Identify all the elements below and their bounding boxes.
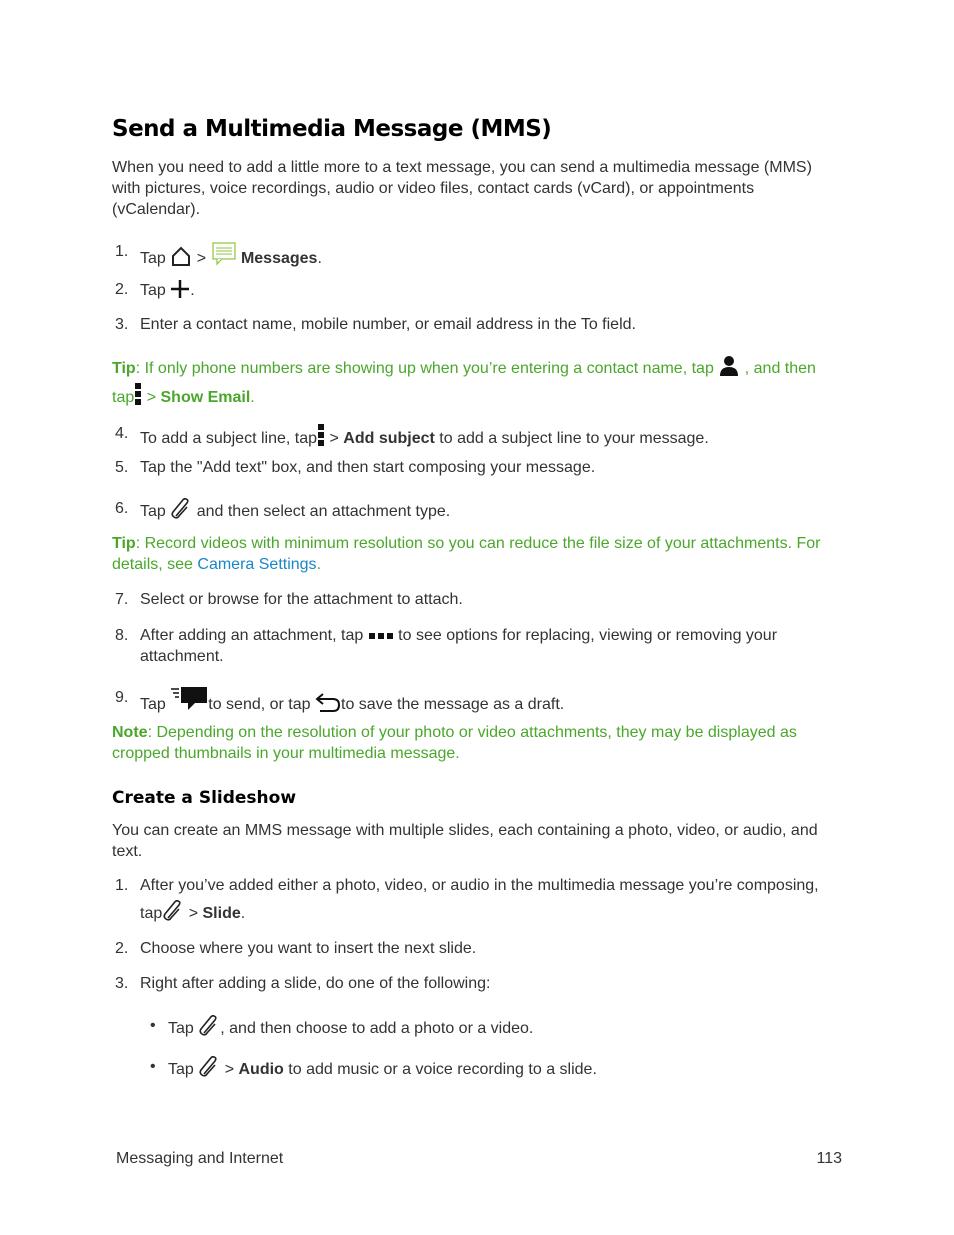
person-icon (718, 355, 740, 377)
undo-draft-icon (315, 691, 341, 713)
plus-icon (170, 279, 190, 299)
note-label: Note (112, 724, 148, 741)
bullet-mark: • (150, 1017, 156, 1034)
step-number: 3. (115, 975, 129, 992)
home-icon (170, 245, 192, 267)
more-options-icon (368, 631, 394, 641)
footer-section: Messaging and Internet (116, 1150, 284, 1167)
step-text: Choose where you want to insert the next slide. (140, 940, 477, 957)
paperclip-icon (198, 1015, 220, 1037)
step-text: Select or browse for the attachment to attach. (140, 591, 463, 608)
step-text: After adding an attachment, tap (140, 627, 364, 644)
step-text: Tap (140, 503, 166, 520)
step-text: > (196, 250, 207, 267)
step-bold: Add subject (343, 430, 435, 447)
step-number: 1. (115, 877, 129, 894)
section-heading: Create a Slideshow (112, 788, 297, 808)
send-message-icon (170, 687, 208, 711)
step-text: Tap (140, 696, 166, 713)
step-text: Tap (140, 250, 166, 267)
step-bold: Audio (238, 1061, 284, 1078)
step-text: Tap the "Add text" box, and then start composing your message. (140, 459, 596, 476)
page-title: Send a Multimedia Message (MMS) (112, 116, 552, 142)
step-number: 2. (115, 281, 129, 298)
step-number: 9. (115, 689, 129, 706)
step-text: Tap (168, 1061, 194, 1078)
step-text: Tap (168, 1020, 194, 1037)
menu-icon (134, 382, 142, 406)
messages-app-icon (211, 241, 237, 267)
slideshow-intro: You can create an MMS message with multiple slides, each containing a photo, video, or audio, and text. (112, 822, 818, 860)
step-number: 2. (115, 940, 129, 957)
step-number: 7. (115, 591, 129, 608)
step-text: Tap (140, 282, 166, 299)
intro-paragraph: When you need to add a little more to a text message, you can send a multimedia message (MMS) with pictures, voice recordings, audio or video files, contact cards (vCard), or appointments (vCalendar). (112, 159, 812, 218)
tip-label: Tip (112, 535, 136, 552)
tip-label: Tip (112, 360, 136, 377)
show-email-label: Show Email (160, 389, 251, 406)
step-text: Enter a contact name, mobile number, or email address in the To field. (140, 316, 636, 333)
step-number: 4. (115, 425, 129, 442)
step-text: To add a subject line, tap (140, 430, 318, 447)
step-number: 3. (115, 316, 129, 333)
tip-1: Tip: If only phone numbers are showing up when you’re entering a contact name, tap , and then tap > Show Email. (112, 355, 842, 411)
step-number: 5. (115, 459, 129, 476)
footer-page-number: 113 (816, 1150, 842, 1167)
paperclip-icon (170, 498, 192, 520)
tip-2: Tip: Record videos with minimum resolution so you can reduce the file size of your attachments. For details, see Camera Settings. (112, 535, 821, 573)
step-number: 6. (115, 500, 129, 517)
bullet-mark: • (150, 1058, 156, 1075)
paperclip-icon (198, 1056, 220, 1078)
step-number: 8. (115, 627, 129, 644)
step-bold: Messages (240, 250, 318, 267)
step-text: After you’ve added either a photo, video, or audio in the multimedia message you’re composing, (140, 877, 819, 894)
step-number: 1. (115, 243, 129, 260)
step-bold: Slide (202, 905, 241, 922)
camera-settings-link[interactable]: Camera Settings (197, 556, 317, 573)
step-text: Right after adding a slide, do one of the following: (140, 975, 491, 992)
note: Note: Depending on the resolution of your photo or video attachments, they may be displayed as cropped thumbnails in your multimedia message. (112, 724, 797, 762)
paperclip-icon (162, 900, 184, 922)
menu-icon (317, 423, 325, 447)
